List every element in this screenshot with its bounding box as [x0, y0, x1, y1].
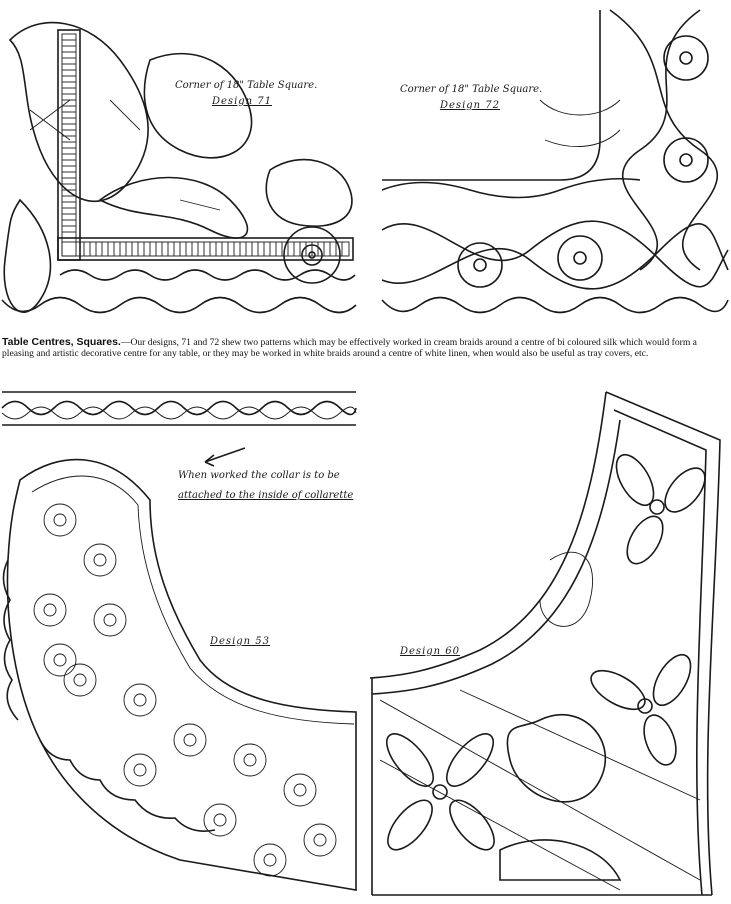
lace-medallion-center	[94, 554, 106, 566]
lace-medallion	[234, 744, 266, 776]
caption-body: —Our designs, 71 and 72 shew two patterns which may be effectively worked in cream braids around a centre of bi coloured silk which would form a pleasing and artistic decorative centre for any table, or they may be worked in white braids around a centre of white linen, when would also be useful as tray covers, etc.	[2, 337, 697, 359]
design-72-label: Design 72	[440, 100, 501, 111]
lace-medallion-center	[54, 514, 66, 526]
design-72-illustration	[382, 10, 728, 313]
lace-medallion-center	[314, 834, 326, 846]
design-71-caption: Corner of 18" Table Square.	[175, 80, 318, 91]
lace-medallion-center	[44, 604, 56, 616]
caption-heading: Table Centres, Squares.	[2, 336, 121, 348]
lace-medallion-center	[244, 754, 256, 766]
lace-medallion-center	[294, 784, 306, 796]
table-centres-caption	[2, 337, 729, 359]
design-53-illustration	[3, 460, 356, 890]
lace-medallion	[44, 504, 76, 536]
lace-edging-strip	[2, 392, 356, 425]
design-53-label: Design 53	[210, 636, 271, 647]
lace-medallion-center	[134, 764, 146, 776]
design-72-caption: Corner of 18" Table Square.	[400, 84, 543, 95]
lace-medallion	[304, 824, 336, 856]
lace-medallion	[64, 664, 96, 696]
collar-note-line1: When worked the collar is to be	[178, 470, 340, 481]
lace-medallion	[284, 774, 316, 806]
flower-motif	[585, 649, 698, 769]
lace-medallion	[94, 604, 126, 636]
design-60-label: Design 60	[400, 646, 461, 657]
lace-medallion	[124, 684, 156, 716]
flower-motif	[379, 726, 502, 856]
lace-medallion-center	[134, 694, 146, 706]
lace-medallion-center	[214, 814, 226, 826]
lace-medallion	[254, 844, 286, 876]
design-71-illustration	[2, 2, 358, 328]
design-60-illustration	[370, 392, 720, 895]
lace-medallion	[84, 544, 116, 576]
lace-medallion-center	[264, 854, 276, 866]
lace-medallion-center	[74, 674, 86, 686]
lace-medallion-center	[54, 654, 66, 666]
lace-medallion	[174, 724, 206, 756]
design-71-label: Design 71	[212, 96, 273, 107]
lace-medallion-center	[104, 614, 116, 626]
lace-medallion	[124, 754, 156, 786]
lace-medallion	[44, 644, 76, 676]
collar-note-line2: attached to the inside of collarette	[178, 490, 354, 501]
flower-motif	[609, 449, 713, 570]
lace-medallion	[34, 594, 66, 626]
lace-medallion-center	[184, 734, 196, 746]
